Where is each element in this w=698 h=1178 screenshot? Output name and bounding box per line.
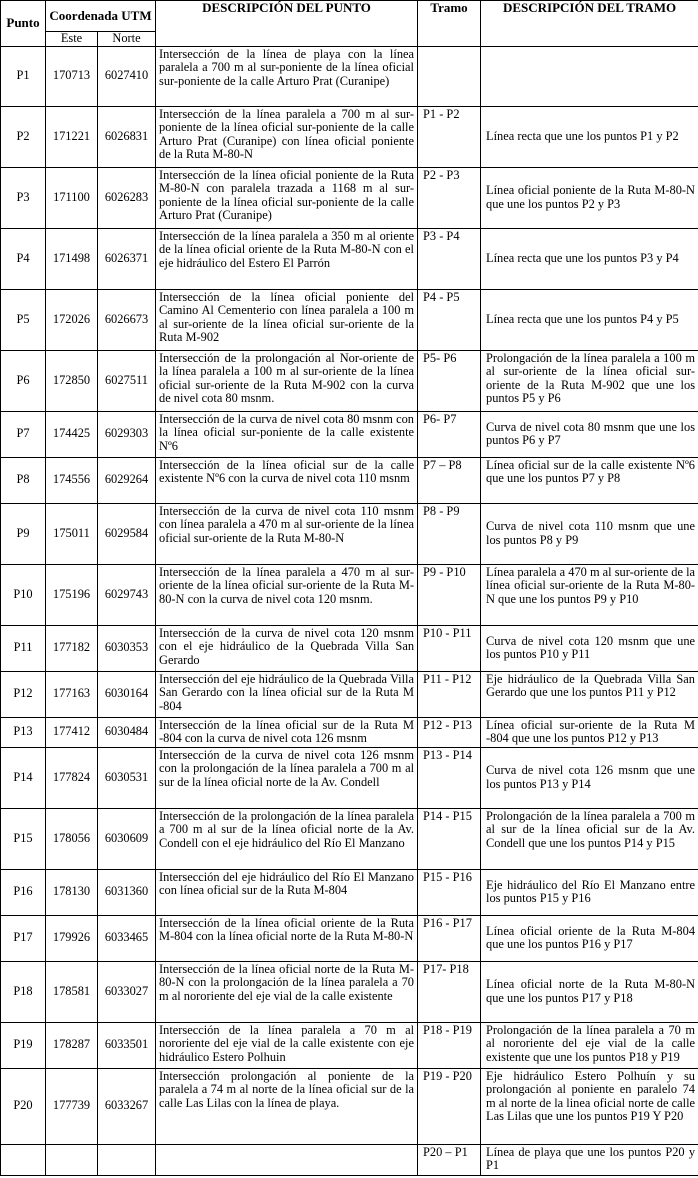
table-row <box>1 411 698 457</box>
cell-descripcion-tramo: Prolongación de la línea paralela a 700 m al sur de la línea oficial sur de la Av. Condell que une los puntos P14 y P15 <box>481 808 698 869</box>
cell-tramo: P9 - P10 <box>418 564 481 625</box>
header-norte: Norte <box>98 32 156 47</box>
table-row <box>1 1022 698 1068</box>
table-row <box>1 457 698 503</box>
cell-punto: P14 <box>1 747 46 808</box>
cell-este: 177412 <box>46 717 98 747</box>
cell-descripcion-punto: Intersección de la línea oficial sur de la calle existente Nº6 con la curva de nivel cota 110 msnm <box>156 457 418 503</box>
cell-este: 177824 <box>46 747 98 808</box>
cell-este: 174425 <box>46 411 98 457</box>
table-row <box>1 1144 698 1175</box>
cell-punto: P5 <box>1 289 46 350</box>
cell-descripcion-tramo <box>481 46 698 106</box>
cell-descripcion-tramo: Eje hidráulico Estero Polhuín y su prolongación al poniente en paralelo 74 m al norte de la linea oficial norte de calle Las Lilas que une los puntos P19 Y P20 <box>481 1068 698 1144</box>
cell-norte: 6030531 <box>98 747 156 808</box>
cell-punto: P7 <box>1 411 46 457</box>
table-row <box>1 1068 698 1144</box>
cell-descripcion-tramo: Línea recta que une los puntos P4 y P5 <box>481 289 698 350</box>
cell-descripcion-tramo: Línea recta que une los puntos P3 y P4 <box>481 228 698 289</box>
cell-punto: P20 <box>1 1068 46 1144</box>
cell-descripcion-tramo: Línea recta que une los puntos P1 y P2 <box>481 106 698 167</box>
cell-este: 171221 <box>46 106 98 167</box>
cell-este: 177182 <box>46 625 98 671</box>
cell-este: 174556 <box>46 457 98 503</box>
cell-descripcion-punto: Intersección de la línea paralela a 470 m al sur-oriente de la línea oficial sur-oriente de la Ruta M-80-N con la curva de nivel cota 120 msnm. <box>156 564 418 625</box>
cell-norte: 6030353 <box>98 625 156 671</box>
cell-este <box>46 1144 98 1175</box>
table-row <box>1 671 698 717</box>
cell-norte: 6033501 <box>98 1022 156 1068</box>
cell-descripcion-punto: Intersección de la línea oficial oriente de la Ruta M-804 con la línea oficial norte de la Ruta M-80-N <box>156 915 418 961</box>
cell-norte: 6029743 <box>98 564 156 625</box>
cell-tramo: P19 - P20 <box>418 1068 481 1144</box>
cell-descripcion-punto: Intersección de la línea oficial poniente del Camino Al Cementerio con línea paralela a 100 m al sur-oriente de la línea oficial sur-oriente de la Ruta M-902 <box>156 289 418 350</box>
cell-descripcion-punto: Intersección prolongación al poniente de la paralela a 74 m al norte de la línea oficial sur de la calle Las Lilas con la línea de playa. <box>156 1068 418 1144</box>
table-row <box>1 564 698 625</box>
table-body <box>1 46 698 1175</box>
cell-punto: P4 <box>1 228 46 289</box>
cell-norte: 6026673 <box>98 289 156 350</box>
cell-tramo: P3 - P4 <box>418 228 481 289</box>
header-punto: Punto <box>1 1 46 47</box>
cell-norte: 6029264 <box>98 457 156 503</box>
cell-descripcion-punto <box>156 1144 418 1175</box>
cell-tramo: P16 - P17 <box>418 915 481 961</box>
cell-este: 179926 <box>46 915 98 961</box>
cell-descripcion-punto: Intersección de la curva de nivel cota 126 msnm con la prolongación de la línea paralela a 700 m al sur de la línea oficial norte de la Av. Condell <box>156 747 418 808</box>
cell-este: 175011 <box>46 503 98 564</box>
cell-norte: 6029584 <box>98 503 156 564</box>
table-row <box>1 503 698 564</box>
cell-tramo: P20 – P1 <box>418 1144 481 1175</box>
cell-descripcion-punto: Intersección de la línea oficial norte de la Ruta M-80-N con la prolongación de la línea paralela a 70 m al nororiente del eje vial de la calle existente <box>156 961 418 1022</box>
table-row <box>1 228 698 289</box>
cell-norte: 6031360 <box>98 869 156 915</box>
table-row <box>1 350 698 411</box>
header-coordenada: Coordenada UTM <box>46 1 156 32</box>
cell-este: 178130 <box>46 869 98 915</box>
cell-descripcion-punto: Intersección de la línea oficial sur de la Ruta M -804 con la curva de nivel cota 126 msnm <box>156 717 418 747</box>
cell-punto: P2 <box>1 106 46 167</box>
cell-punto: P16 <box>1 869 46 915</box>
table-row <box>1 717 698 747</box>
cell-norte: 6030484 <box>98 717 156 747</box>
cell-descripcion-tramo: Eje hidráulico del Río El Manzano entre los puntos P15 y P16 <box>481 869 698 915</box>
cell-punto: P13 <box>1 717 46 747</box>
cell-descripcion-punto: Intersección de la curva de nivel cota 110 msnm con línea paralela a 470 m al sur-oriente de la línea oficial sur-oriente de la Ruta M-80-N <box>156 503 418 564</box>
cell-norte: 6030164 <box>98 671 156 717</box>
cell-norte: 6027410 <box>98 46 156 106</box>
cell-norte: 6026371 <box>98 228 156 289</box>
cell-norte: 6033027 <box>98 961 156 1022</box>
cell-punto: P3 <box>1 167 46 228</box>
table-row <box>1 961 698 1022</box>
cell-tramo <box>418 46 481 106</box>
cell-descripcion-punto: Intersección de la línea paralela a 350 m al oriente de la línea oficial oriente de la Ruta M-80-N con el eje hidráulico del Estero El Parrón <box>156 228 418 289</box>
cell-este: 177163 <box>46 671 98 717</box>
cell-descripcion-punto: Intersección de la prolongación de la línea paralela a 700 m al sur de la línea oficial norte de la Av. Condell con el eje hidráulico del Río El Manzano <box>156 808 418 869</box>
cell-descripcion-tramo: Línea paralela a 470 m al sur-oriente de la línea oficial sur-oriente de la Ruta M-80-N que une los puntos P9 y P10 <box>481 564 698 625</box>
table-row <box>1 167 698 228</box>
cell-norte: 6026831 <box>98 106 156 167</box>
cell-punto: P15 <box>1 808 46 869</box>
cell-tramo: P5- P6 <box>418 350 481 411</box>
cell-tramo: P10 - P11 <box>418 625 481 671</box>
cell-norte: 6027511 <box>98 350 156 411</box>
cell-descripcion-punto: Intersección de la línea paralela a 700 m al sur-poniente de la línea oficial sur-poniente de la calle Arturo Prat (Curanipe) con línea oficial poniente de la Ruta M-80-N <box>156 106 418 167</box>
cell-punto: P10 <box>1 564 46 625</box>
cell-este: 175196 <box>46 564 98 625</box>
cell-descripcion-tramo: Línea oficial oriente de la Ruta M-804 que une los puntos P16 y P17 <box>481 915 698 961</box>
cell-descripcion-punto: Intersección de la línea oficial poniente de la Ruta M-80-N con paralela trazada a 1168 m al sur-poniente de la línea oficial sur-poniente de la calle Arturo Prat (Curanipe) <box>156 167 418 228</box>
cell-tramo: P6- P7 <box>418 411 481 457</box>
cell-tramo: P4 - P5 <box>418 289 481 350</box>
cell-descripcion-punto: Intersección de la línea de playa con la línea paralela a 700 m al sur-poniente de la línea oficial sur-poniente de la calle Arturo Prat (Curanipe) <box>156 46 418 106</box>
cell-tramo: P1 - P2 <box>418 106 481 167</box>
cell-tramo: P11 - P12 <box>418 671 481 717</box>
cell-norte: 6033267 <box>98 1068 156 1144</box>
cell-este: 171498 <box>46 228 98 289</box>
cell-tramo: P18 - P19 <box>418 1022 481 1068</box>
cell-descripcion-tramo: Prolongación de la línea paralela a 100 m al sur-oriente de la línea oficial sur-oriente de la Ruta M-902 que une los puntos P5 y P6 <box>481 350 698 411</box>
table-row <box>1 289 698 350</box>
cell-descripcion-punto: Intersección de la curva de nivel cota 120 msnm con el eje hidráulico de la Quebrada Villa San Gerardo <box>156 625 418 671</box>
cell-punto <box>1 1144 46 1175</box>
cell-punto: P1 <box>1 46 46 106</box>
cell-norte: 6033465 <box>98 915 156 961</box>
cell-punto: P11 <box>1 625 46 671</box>
cell-tramo: P15 - P16 <box>418 869 481 915</box>
cell-este: 178287 <box>46 1022 98 1068</box>
cell-punto: P8 <box>1 457 46 503</box>
table-row <box>1 747 698 808</box>
cell-este: 170713 <box>46 46 98 106</box>
cell-descripcion-punto: Intersección de la línea paralela a 70 m al nororiente del eje vial de la calle existente con eje hidráulico Estero Polhuin <box>156 1022 418 1068</box>
header-descripcion-tramo: DESCRIPCIÓN DEL TRAMO <box>481 1 698 47</box>
cell-este: 178056 <box>46 808 98 869</box>
cell-punto: P9 <box>1 503 46 564</box>
cell-norte: 6029303 <box>98 411 156 457</box>
cell-descripcion-tramo: Curva de nivel cota 120 msnm que une los puntos P10 y P11 <box>481 625 698 671</box>
table-row <box>1 46 698 106</box>
cell-descripcion-tramo: Línea oficial norte de la Ruta M-80-N que une los puntos P17 y P18 <box>481 961 698 1022</box>
cell-tramo: P17- P18 <box>418 961 481 1022</box>
cell-descripcion-punto: Intersección del eje hidráulico de la Quebrada Villa San Gerardo con la línea oficial sur de la Ruta M -804 <box>156 671 418 717</box>
cell-descripcion-tramo: Línea oficial poniente de la Ruta M-80-N que une los puntos P2 y P3 <box>481 167 698 228</box>
cell-tramo: P2 - P3 <box>418 167 481 228</box>
cell-este: 171100 <box>46 167 98 228</box>
cell-norte: 6026283 <box>98 167 156 228</box>
cell-descripcion-punto: Intersección de la prolongación al Nor-oriente de la línea paralela a 100 m al sur-oriente de la línea oficial sur-oriente de la Ruta M-902 con la curva de nivel cota 80 msnm. <box>156 350 418 411</box>
cell-descripcion-tramo: Línea oficial sur-oriente de la Ruta M -804 que une los puntos P12 y P13 <box>481 717 698 747</box>
cell-descripcion-punto: Intersección de la curva de nivel cota 80 msnm con la línea oficial sur-poniente de la calle existente Nº6 <box>156 411 418 457</box>
cell-descripcion-tramo: Curva de nivel cota 110 msnm que une los puntos P8 y P9 <box>481 503 698 564</box>
cell-descripcion-tramo: Línea de playa que une los puntos P20 y P1 <box>481 1144 698 1175</box>
header-tramo: Tramo <box>418 1 481 47</box>
cell-descripcion-tramo: Curva de nivel cota 80 msnm que une los puntos P6 y P7 <box>481 411 698 457</box>
cell-descripcion-tramo: Curva de nivel cota 126 msnm que une los puntos P13 y P14 <box>481 747 698 808</box>
cell-norte <box>98 1144 156 1175</box>
cell-punto: P18 <box>1 961 46 1022</box>
cell-punto: P6 <box>1 350 46 411</box>
header-este: Este <box>46 32 98 47</box>
cell-punto: P12 <box>1 671 46 717</box>
cell-punto: P17 <box>1 915 46 961</box>
table-row <box>1 915 698 961</box>
cell-tramo: P7 – P8 <box>418 457 481 503</box>
cell-este: 178581 <box>46 961 98 1022</box>
cell-tramo: P12 - P13 <box>418 717 481 747</box>
header-descripcion-punto: DESCRIPCIÓN DEL PUNTO <box>156 1 418 47</box>
table-row <box>1 106 698 167</box>
cell-descripcion-tramo: Línea oficial sur de la calle existente Nº6 que une los puntos P7 y P8 <box>481 457 698 503</box>
cell-punto: P19 <box>1 1022 46 1068</box>
cell-descripcion-punto: Intersección del eje hidráulico del Río El Manzano con línea oficial sur de la Ruta M-804 <box>156 869 418 915</box>
cell-norte: 6030609 <box>98 808 156 869</box>
table-row <box>1 869 698 915</box>
table-row <box>1 625 698 671</box>
cell-tramo: P13 - P14 <box>418 747 481 808</box>
table-row <box>1 808 698 869</box>
cell-tramo: P8 - P9 <box>418 503 481 564</box>
cell-tramo: P14 - P15 <box>418 808 481 869</box>
cell-descripcion-tramo: Eje hidráulico de la Quebrada Villa San Gerardo que une los puntos P11 y P12 <box>481 671 698 717</box>
cell-descripcion-tramo: Prolongación de la línea paralela a 70 m al nororiente del eje vial de la calle existente que une los puntos P18 y P19 <box>481 1022 698 1068</box>
cell-este: 172850 <box>46 350 98 411</box>
cell-este: 172026 <box>46 289 98 350</box>
cell-este: 177739 <box>46 1068 98 1144</box>
